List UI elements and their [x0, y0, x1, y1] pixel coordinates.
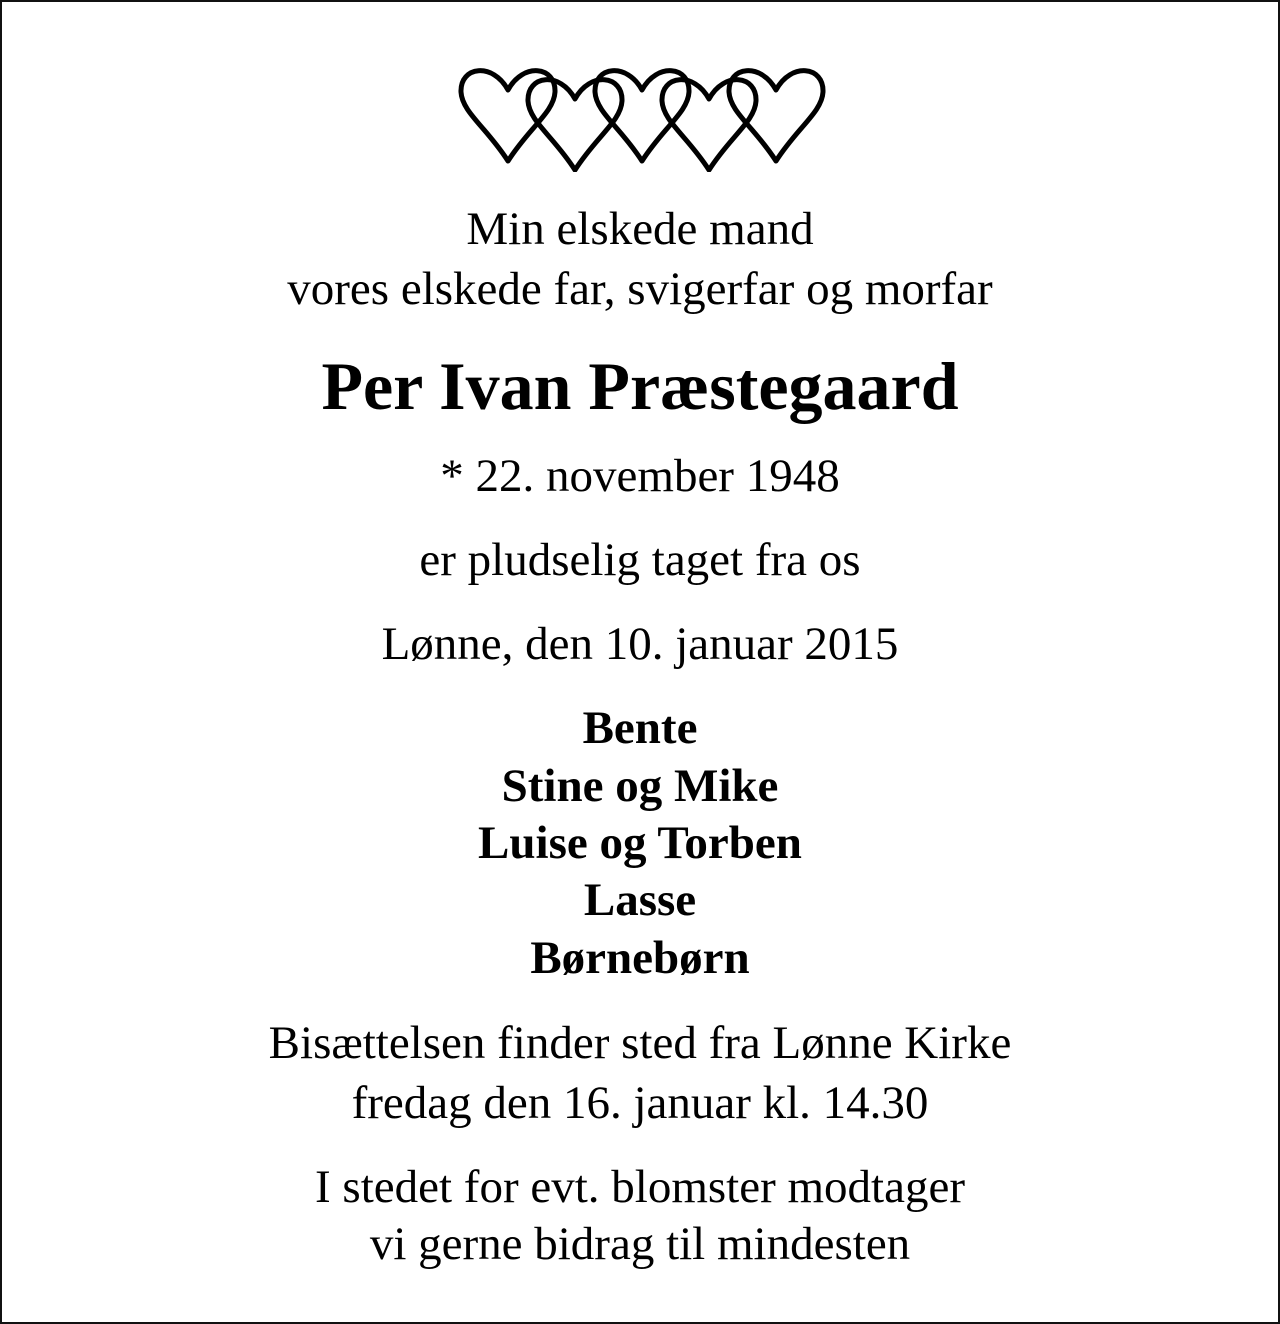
intro-line-1: Min elskede mand — [466, 203, 814, 255]
family-member: Luise og Torben — [478, 817, 802, 869]
place-and-date: Lønne, den 10. januar 2015 — [381, 618, 899, 670]
family-member: Børnebørn — [530, 932, 750, 984]
heart-icon — [662, 80, 756, 170]
family-member: Bente — [582, 702, 698, 754]
interlinked-hearts-icon — [457, 64, 829, 172]
deceased-name: Per Ivan Præstegaard — [321, 348, 959, 424]
intro-line-2: vores elskede far, svigerfar og morfar — [287, 263, 993, 315]
donation-line-2: vi gerne bidrag til mindesten — [369, 1218, 911, 1270]
passing-message: er pludselig taget fra os — [419, 534, 861, 586]
funeral-info-line-1: Bisættelsen finder sted fra Lønne Kirke — [268, 1017, 1012, 1069]
funeral-info-line-2: fredag den 16. januar kl. 14.30 — [351, 1077, 929, 1129]
heart-icon — [729, 71, 823, 161]
birth-date: * 22. november 1948 — [440, 450, 840, 502]
family-member: Stine og Mike — [501, 760, 779, 812]
heart-icon — [595, 71, 689, 161]
heart-icon — [528, 80, 622, 170]
heart-icon — [461, 71, 555, 161]
donation-line-1: I stedet for evt. blomster modtager — [315, 1161, 965, 1213]
family-member: Lasse — [583, 874, 697, 926]
